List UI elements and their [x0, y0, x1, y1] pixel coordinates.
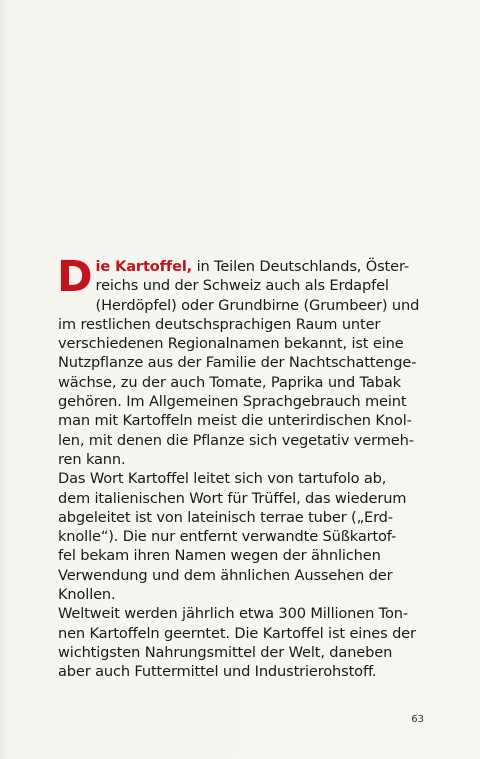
- text-line: Knollen.: [58, 586, 116, 604]
- paragraph-3: [58, 604, 428, 681]
- text-line: gehören. Im Allgemeinen Sprachgebrauch meint: [58, 393, 407, 411]
- text-fragment: in Teilen Deutschlands, Öster-: [192, 258, 409, 275]
- text-line: Das Wort Kartoffel leitet sich von tartufolo ab,: [58, 470, 387, 488]
- dropcap-letter: D: [57, 252, 93, 302]
- text-line: fel bekam ihren Namen wegen der ähnlichen: [58, 547, 381, 565]
- article-text: [57, 252, 428, 682]
- paragraph-1: [57, 252, 428, 469]
- text-line: (Herdöpfel) oder Grundbirne (Grumbeer) und: [95, 296, 420, 314]
- page-number: 63: [411, 714, 424, 725]
- lead-term: ie Kartoffel,: [95, 258, 193, 275]
- text-line: man mit Kartoffeln meist die unterirdischen Knol-: [58, 412, 412, 430]
- paragraph-2: [58, 469, 428, 604]
- text-line: im restlichen deutschsprachigen Raum unter: [58, 315, 381, 333]
- text-line: Weltweit werden jährlich etwa 300 Millionen Ton-: [58, 605, 408, 623]
- text-line: ren kann.: [58, 450, 126, 468]
- text-line: Nutzpflanze aus der Familie der Nachtschattenge-: [58, 354, 417, 372]
- text-line: dem italienischen Wort für Trüffel, das wiederum: [58, 489, 407, 507]
- text-line: wichtigsten Nahrungsmittel der Welt, daneben: [58, 643, 393, 661]
- text-line: [58, 257, 428, 276]
- text-line: wächse, zu der auch Tomate, Paprika und Tabak: [58, 373, 401, 391]
- text-line: reichs und der Schweiz auch als Erdapfel: [95, 277, 389, 295]
- text-line: abgeleitet ist von lateinisch terrae tuber („Erd-: [58, 508, 393, 526]
- text-line: verschiedenen Regionalnamen bekannt, ist eine: [58, 335, 404, 353]
- text-line: aber auch Futtermittel und Industrierohstoff.: [58, 663, 377, 681]
- text-line: knolle“). Die nur entfernt verwandte Süßkartof-: [58, 528, 397, 546]
- text-line: len, mit denen die Pflanze sich vegetativ vermeh-: [58, 431, 414, 449]
- text-line: nen Kartoffeln geerntet. Die Kartoffel ist eines der: [58, 624, 416, 642]
- text-line: Verwendung und dem ähnlichen Aussehen der: [58, 566, 393, 584]
